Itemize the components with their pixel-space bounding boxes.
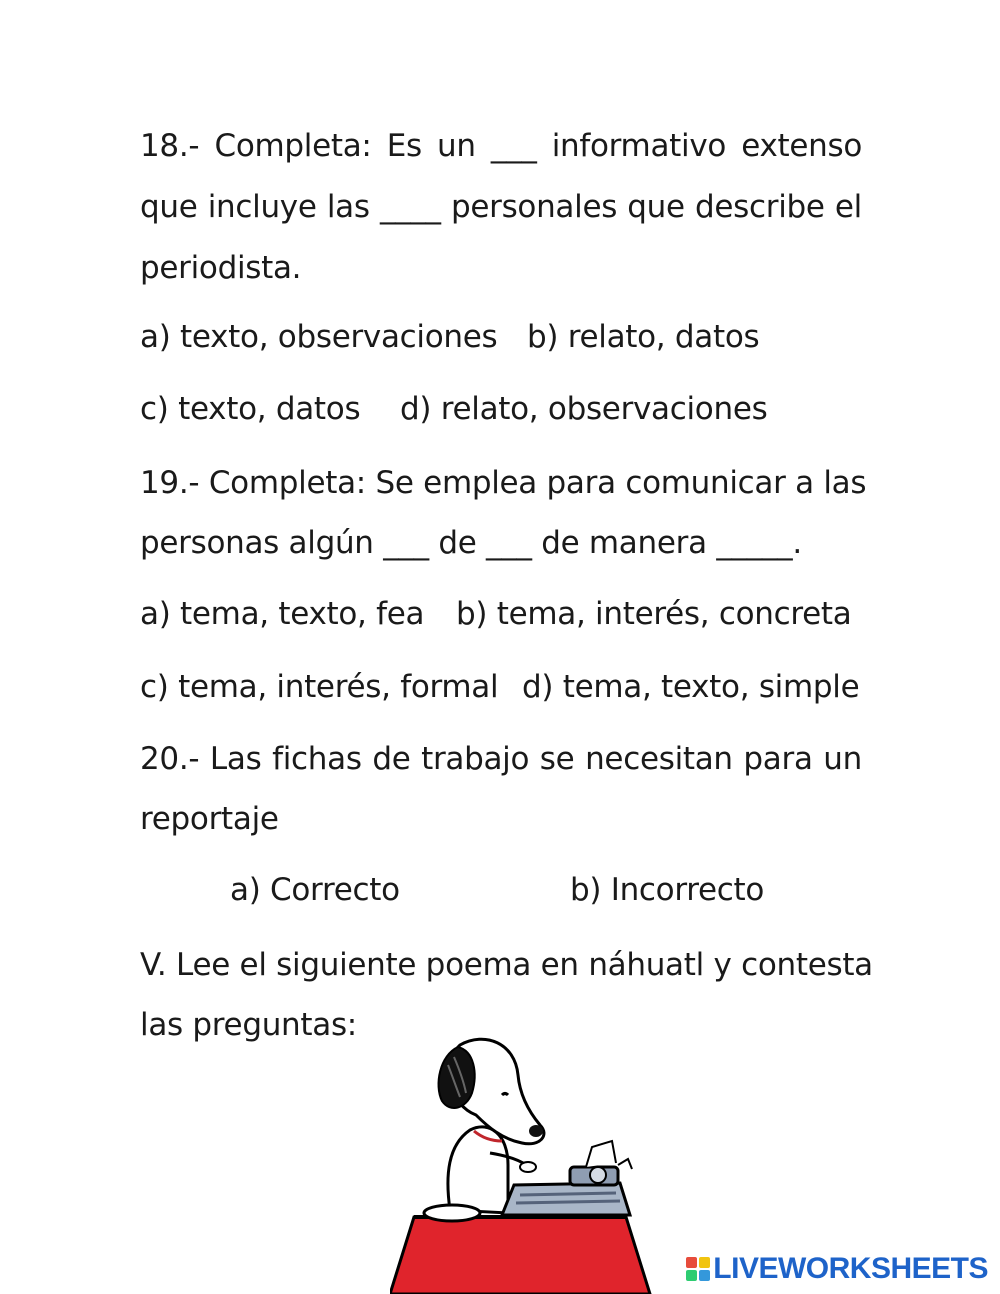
q20-line-2: reportaje bbox=[140, 801, 279, 837]
q18-line-1: 18.- Completa: Es un ___ informativo extenso bbox=[140, 128, 862, 164]
section5-line-1: V. Lee el siguiente poema en náhuatl y contesta bbox=[140, 947, 873, 983]
section5-line-2: las preguntas: bbox=[140, 1007, 357, 1043]
doghouse-roof bbox=[390, 1217, 650, 1294]
q19-option-b: b) tema, interés, concreta bbox=[456, 596, 852, 632]
q20-option-a: a) Correcto bbox=[230, 872, 400, 908]
q19-option-d: d) tema, texto, simple bbox=[522, 669, 860, 705]
q18-option-c: c) texto, datos bbox=[140, 391, 361, 427]
q18-option-d: d) relato, observaciones bbox=[400, 391, 768, 427]
dog-at-typewriter-icon bbox=[390, 1035, 660, 1294]
q18-option-a: a) texto, observaciones bbox=[140, 319, 498, 355]
q18-line-3: periodista. bbox=[140, 250, 302, 286]
q18-line-2: que incluye las ____ personales que describe el bbox=[140, 189, 862, 225]
q19-line-2: personas algún ___ de ___ de manera _____. bbox=[140, 525, 802, 561]
q18-option-b: b) relato, datos bbox=[527, 319, 760, 355]
q19-option-a: a) tema, texto, fea bbox=[140, 596, 425, 632]
q20-line-1: 20.- Las fichas de trabajo se necesitan para un bbox=[140, 741, 862, 777]
liveworksheets-logo bbox=[686, 1252, 988, 1286]
logo-mark-icon bbox=[686, 1257, 710, 1281]
q19-option-c: c) tema, interés, formal bbox=[140, 669, 499, 705]
q20-option-b: b) Incorrecto bbox=[570, 872, 765, 908]
logo-text: LIVEWORKSHEETS bbox=[713, 1252, 988, 1285]
q19-line-1: 19.- Completa: Se emplea para comunicar a las bbox=[140, 465, 867, 501]
typewriter bbox=[502, 1183, 630, 1215]
